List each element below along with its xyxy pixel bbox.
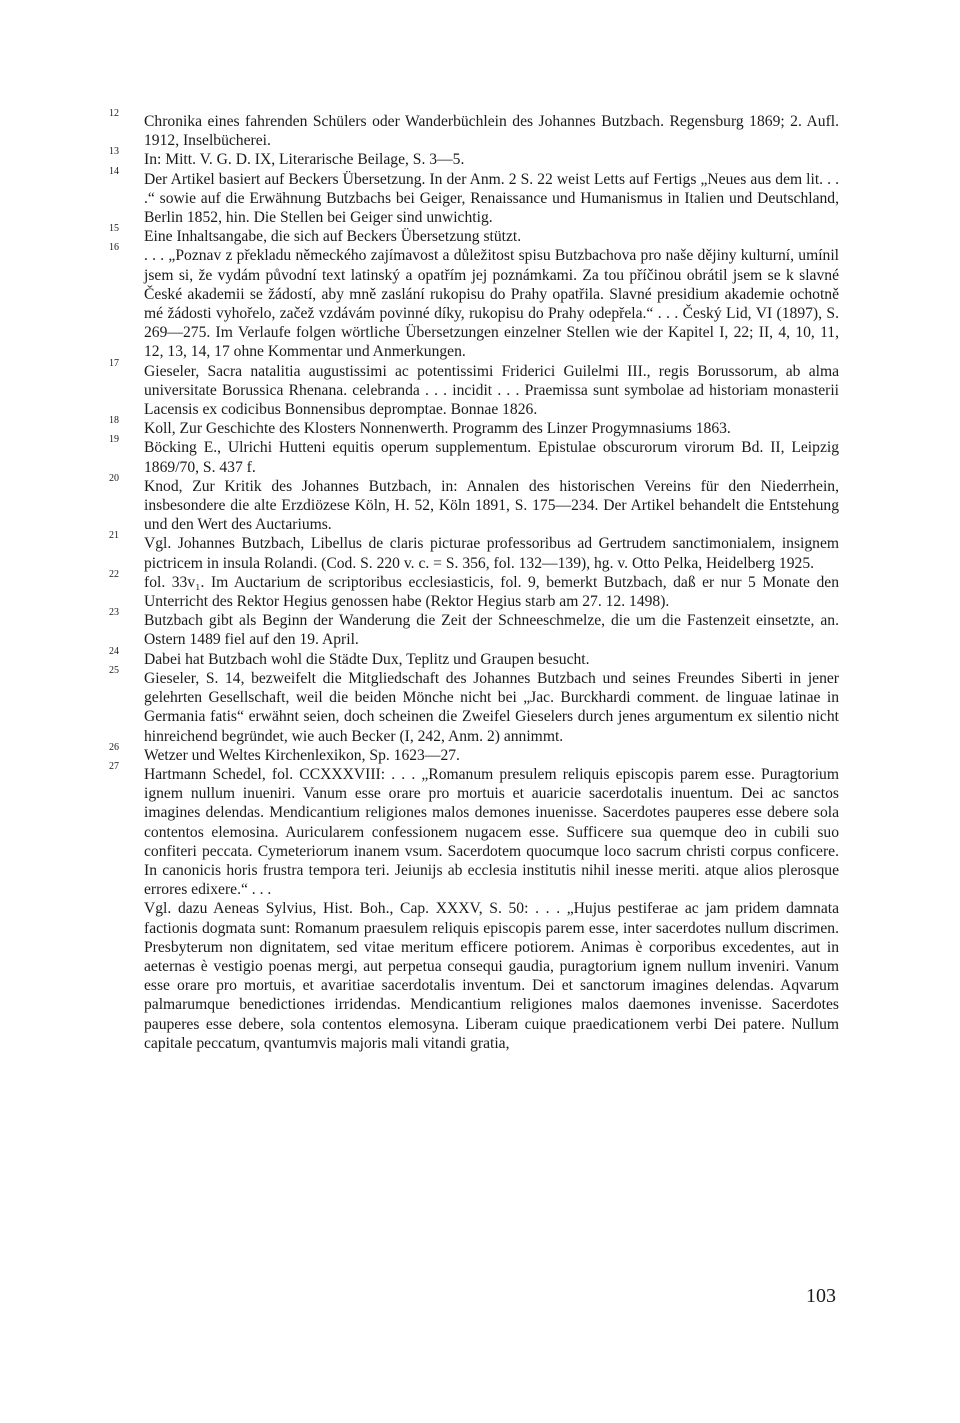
footnote-18	[109, 415, 839, 438]
footnotes-block	[109, 108, 839, 1053]
footnote-number: 15	[109, 223, 119, 235]
footnote-23	[109, 607, 839, 649]
footnote-12	[109, 108, 839, 150]
footnote-text: fol. 33v₁. Im Auctarium de scriptoribus ecclesiasticis, fol. 9, bemerkt Butzbach, daß er nur 5 Monate den Unterricht des Rektor Hegius genossen habe (Rektor Hegius starb am 27. 12. 1498).	[144, 573, 839, 611]
footnote-number: 13	[109, 146, 119, 158]
footnote-text: Hartmann Schedel, fol. CCXXXVIII: . . . „Romanum presulem reliquis episcopis parem esse. Puragtorium ignem nullum inueniri. Vanum esse orare pro mortuis et auaricie sacerdotalis inuentum. Dei ac sanctos imagines delendas. Mendicantium religiones malos demones inuenisse. Sacerdotes pauperes esse debere sola contentos elemosina. Auricularem confessionem nugacem esse. Sufficere sua quemque deo in cubili suo confiteri peccata. Cymeteriorum inanem vsum. Sacerdotem quocumque loco sacrum christi corpus conficere. In canonicis horis frustra tempora teri. Jeiunijs ab ecclesia institutis nihil inesse meriti. atque alios plerosque errores edixere.“ . . .	[144, 765, 839, 899]
footnote-number: 21	[109, 530, 119, 542]
footnote-number: 27	[109, 760, 119, 772]
footnote-19	[109, 434, 839, 476]
footnote-number: 25	[109, 664, 119, 676]
page-number: 103	[806, 1285, 836, 1307]
footnote-text: Chronika eines fahrenden Schülers oder Wanderbüchlein des Johannes Butzbach. Regensburg 1869; 2. Aufl. 1912, Inselbücherei.	[144, 113, 839, 150]
footnote-number: 26	[109, 741, 119, 753]
footnote-20	[109, 472, 839, 535]
footnote-text: Koll, Zur Geschichte des Klosters Nonnenwerth. Programm des Linzer Progymnasiums 1863.	[144, 420, 731, 438]
footnote-number: 12	[109, 108, 119, 119]
footnote-text: Böcking E., Ulrichi Hutteni equitis operum supplementum. Epistulae obscurorum virorum Bd. II, Leipzig 1869/70, S. 437 f.	[144, 439, 839, 476]
footnote-13	[109, 146, 839, 169]
footnote-text: In: Mitt. V. G. D. IX, Literarische Beilage, S. 3—5.	[144, 151, 465, 169]
footnote-16	[109, 242, 839, 361]
footnote-number: 20	[109, 472, 119, 484]
footnote-text: Gieseler, S. 14, bezweifelt die Mitgliedschaft des Johannes Butzbach und seines Freundes Siberti in jener gelehrten Gesellschaft, weil die beiden Mönche nicht bei „Jac. Burckhardi comment. de linguae latinae in Germania fatis“ erwähnt seien, doch scheinen die Zweifel Gieselers durch jenes argumentum ex silentio nicht hinreichend begründet, wie auch Becker (I, 242, Anm. 2) annimmt.	[144, 669, 839, 745]
footnote-number: 17	[109, 357, 119, 369]
footnote-text: Eine Inhaltsangabe, die sich auf Beckers Übersetzung stützt.	[144, 228, 522, 246]
footnote-text: Gieseler, Sacra natalitia augustissimi ac potentissimi Friderici Guilelmi III., regis Borussorum, ab alma universitate Borussica Rhenana. celebranda . . . incidit . . . Praemissa sunt symbolae ad historiam monasterii Lacensis ex codicibus Bonnensibus depromptae. Bonnae 1826.	[144, 362, 839, 419]
footnote-27	[109, 760, 839, 899]
footnote-text: Der Artikel basiert auf Beckers Übersetzung. In der Anm. 2 S. 22 weist Letts auf Fertigs „Neues aus dem lit. . . .“ sowie auf die Erwähnung Butzbachs bei Geiger, Renaissance und Humanismus in Italien und Deutschland, Berlin 1852, hin. Die Stellen bei Geiger sind unwichtig.	[144, 170, 839, 227]
footnote-number: 14	[109, 165, 119, 177]
footnote-26	[109, 741, 839, 765]
footnote-number: 18	[109, 415, 119, 427]
footnote-text: Butzbach gibt als Beginn der Wanderung die Zeit der Schneeschmelze, die um die Fastenzeit einsetzte, an. Ostern 1489 fiel auf den 19. April.	[144, 612, 839, 649]
footnote-number: 19	[109, 434, 119, 446]
footnote-text: . . . „Poznav z překladu německého zajímavost a důležitost spisu Butzbachova pro naše dějiny kulturní, umínil jsem si, že vydám původní text latinský a opatřím jej poznámkami. Za tou příčinou obrátil jsem se k slavné České akademii se žádostí, aby mně zaslání rukopisu do Prahy opatřila. Slavné presidium akademie ochotně mé žádosti vyhořelo, začež vzdávám povinné díky, rukopisu do Prahy odepřela.“ . . . Český Lid, VI (1897), S. 269—275. Im Verlaufe folgen wörtliche Übersetzungen einzelner Stellen wie der Kapitel I, 22; II, 4, 10, 11, 12, 13, 14, 17 ohne Kommentar und Anmerkungen.	[144, 247, 839, 361]
footnote-25	[109, 664, 839, 746]
footnote-15	[109, 223, 839, 246]
footnote-number: 22	[109, 568, 119, 580]
footnote-text: Vgl. Johannes Butzbach, Libellus de claris picturae professoribus ad Gertrudem sanctimonialem, insignem pictricem in insula Rolandi. (Cod. S. 220 v. c. = S. 356, fol. 132—139), hg. v. Otto Pelka, Heidelberg 1925.	[144, 535, 839, 572]
footnote-14	[109, 165, 839, 228]
footnote-number: 24	[109, 645, 119, 657]
footnote-22	[109, 568, 839, 611]
footnote-text: Vgl. dazu Aeneas Sylvius, Hist. Boh., Cap. XXXV, S. 50: . . . „Hujus pestiferae ac jam pridem damnata factionis dogmata sunt: Romanum praesulem reliquis episcopis parem esse, inter sacerdotes nullum discrimen. Presbyterum non dignitatem, sed vitae meritum efficere potiorem. Animas è corporibus excedentes, aut in aeternas è vestigio poenas mergi, aut perpetua consequi gaudia, puragtorium ignem nullum inveniri. Vanum esse orare pro mortuis, et avaritiae sacerdotalis inventum. Dei et sanctorum imagines delendas. Aqvarum palmarumque benedictiones irridendas. Mendicantium religiones malos daemones invenisse. Sacerdotes pauperes esse debere, sola contentos elemosyna. Liberam cuique praedicationem verbi Dei patere. Nullum capitale peccatum, qvantumvis majoris mali vitandi gratia,	[144, 900, 839, 1052]
footnote-number: 23	[109, 607, 119, 619]
footnote-text: Wetzer und Weltes Kirchenlexikon, Sp. 1623—27.	[144, 746, 460, 764]
footnote-17	[109, 357, 839, 420]
footnote-21	[109, 530, 839, 572]
footnote-27-continuation	[109, 899, 839, 1053]
footnote-number: 16	[109, 242, 119, 254]
footnote-text: Dabei hat Butzbach wohl die Städte Dux, Teplitz und Graupen besucht.	[144, 650, 590, 668]
footnote-24	[109, 645, 839, 669]
footnote-text: Knod, Zur Kritik des Johannes Butzbach, in: Annalen des historischen Vereins für den Niederrhein, insbesondere die alte Erzdiözese Köln, H. 52, Köln 1891, S. 175—234. Der Artikel behandelt die Entstehung und den Wert des Auctariums.	[144, 477, 839, 534]
